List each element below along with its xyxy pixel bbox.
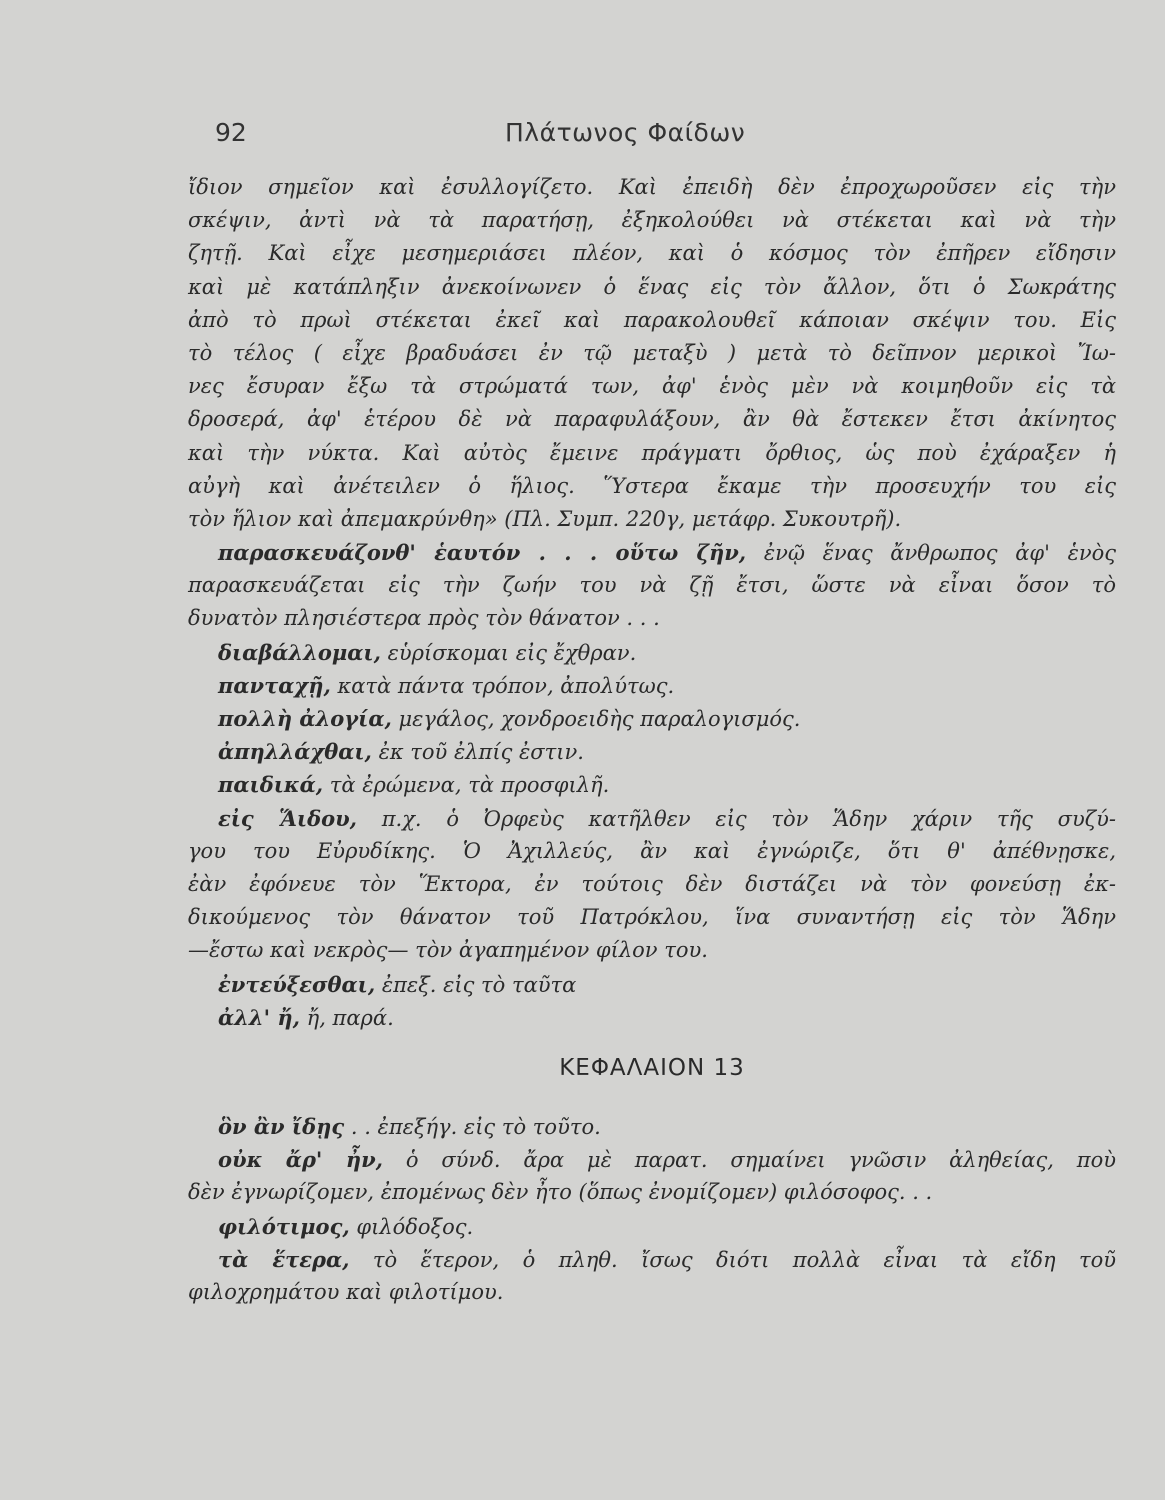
page-number: 92 <box>215 118 247 147</box>
page-header <box>0 118 1165 154</box>
gloss-entry <box>188 1110 1116 1143</box>
gloss-text: εὑρίσκομαι εἰς ἔχθραν. <box>387 640 637 665</box>
gloss-lemma: διαβάλλομαι, <box>218 639 381 665</box>
gloss-entry <box>188 1243 1116 1276</box>
gloss-entry <box>188 1001 1116 1034</box>
gloss-text: κατὰ πάντα τρόπον, ἀπολύτως. <box>337 673 675 698</box>
gloss-lemma: πολλὴ ἀλογία, <box>218 706 392 731</box>
gloss-lemma: ὃν ἂν ἴδῃς <box>218 1114 345 1140</box>
gloss-text: π.χ. ὁ Ὀρφεὺς κατῆλθεν εἰς τὸν Ἅδην χάριν τῆς συζύ- <box>381 806 1116 831</box>
text-line: ἴδιον σημεῖον καὶ ἐσυλλογίζετο. Καὶ ἐπειδὴ δὲν ἐπροχωροῦσεν εἰς τὴν <box>188 175 1116 199</box>
gloss-entry <box>188 669 1116 702</box>
gloss-entry <box>188 1210 1116 1243</box>
gloss-text: μεγάλος, χονδροειδὴς παραλογισμός. <box>398 707 801 731</box>
gloss-text: ἐὰν ἐφόνευε τὸν Ἕκτορα, ἐν τούτοις δὲν διστάζει νὰ τὸν φονεύσῃ ἐκ- <box>188 871 1116 896</box>
gloss-text: ἐκ τοῦ ἐλπίς ἐστιν. <box>378 740 584 765</box>
gloss-entry <box>188 569 1116 602</box>
gloss-text: ἐνῷ ἕνας ἄνθρωπος ἀφ' ἑνὸς <box>763 541 1117 566</box>
text-line: σκέψιν, ἀντὶ νὰ τὰ παρατήσῃ, ἐξηκολούθει νὰ στέκεται καὶ νὰ τὴν <box>188 208 1116 233</box>
gloss-text: . . ἐπεξήγ. εἰς τὸ τοῦτο. <box>350 1115 601 1140</box>
gloss-entry <box>188 1276 1116 1309</box>
gloss-entry <box>188 934 1116 967</box>
gloss-lemma: ἀπηλλάχθαι, <box>218 739 372 765</box>
text-line: ζητῇ. Καὶ εἶχε μεσημεριάσει πλέον, καὶ ὁ κόσμος τὸν ἐπῆρεν εἴδησιν <box>188 241 1116 266</box>
gloss-text: παρασκευάζεται εἰς τὴν ζωήν του νὰ ζῇ ἔτσι, ὥστε νὰ εἶναι ὅσον τὸ <box>188 573 1116 598</box>
gloss-entry <box>188 602 1116 635</box>
running-title: Πλάτωνος Φαίδων <box>505 118 746 147</box>
gloss-lemma: πανταχῇ, <box>218 672 331 698</box>
gloss-text: δὲν ἐγνωρίζομεν, ἐπομένως δὲν ἦτο (ὅπως ἐνομίζομεν) φιλόσοφος. . . <box>188 1180 933 1205</box>
text-line: ἀπὸ τὸ πρωὶ στέκεται ἐκεῖ καὶ παρακολουθεῖ κάποιαν σκέψιν του. Εἰς <box>188 307 1116 332</box>
gloss-entry <box>188 735 1116 768</box>
gloss-lemma: οὐκ ἄρ' ἦν, <box>218 1147 383 1173</box>
gloss-text: φιλόδοξος. <box>356 1214 474 1239</box>
text-line: αὐγὴ καὶ ἀνέτειλεν ὁ ἥλιος. Ὕστερα ἔκαμε τὴν προσευχήν του εἰς <box>188 473 1116 498</box>
gloss-text: φιλοχρημάτου καὶ φιλοτίμου. <box>188 1280 504 1304</box>
gloss-entry <box>188 968 1116 1001</box>
gloss-lemma: εἰς Ἅιδου, <box>218 805 357 831</box>
text-line: δροσερά, ἀφ' ἑτέρου δὲ νὰ παραφυλάξουν, ἂν θὰ ἔστεκεν ἔτσι ἀκίνητος <box>188 407 1116 432</box>
gloss-text: τὸ ἕτερον, ὁ πληθ. ἴσως διότι πολλὰ εἶναι τὰ εἴδη τοῦ <box>372 1247 1117 1272</box>
gloss-entry <box>188 1176 1116 1209</box>
gloss-entry <box>188 802 1116 835</box>
text-line: καὶ τὴν νύκτα. Καὶ αὐτὸς ἔμεινε πράγματι ὄρθιος, ὡς ποὺ ἐχάραξεν ἡ <box>188 440 1116 465</box>
gloss-text: δυνατὸν πλησιέστερα πρὸς τὸν θάνατον . . . <box>188 606 660 631</box>
gloss-lemma: τὰ ἕτερα, <box>218 1246 350 1272</box>
gloss-lemma: ἀλλ' ἤ, <box>218 1004 300 1030</box>
gloss-entry <box>188 636 1116 669</box>
gloss-entry <box>188 901 1116 934</box>
gloss-entry <box>188 536 1116 569</box>
gloss-text: —ἔστω καὶ νεκρὸς— τὸν ἀγαπημένον φίλον του. <box>188 938 708 963</box>
page-body <box>188 171 1116 1309</box>
chapter-heading: ΚΕΦΑΛΑΙΟΝ 13 <box>559 1054 745 1081</box>
gloss-lemma: φιλότιμος, <box>218 1213 350 1239</box>
gloss-text: ὁ σύνδ. ἄρα μὲ παρατ. σημαίνει γνῶσιν ἀληθείας, ποὺ <box>405 1148 1116 1173</box>
gloss-text: γου του Εὐρυδίκης. Ὁ Ἀχιλλεύς, ἂν καὶ ἐγνώριζε, ὅτι θ' ἀπέθνῃσκε, <box>188 838 1116 863</box>
gloss-entry <box>188 1143 1116 1176</box>
text-line: τὸ τέλος ( εἶχε βραδυάσει ἐν τῷ μεταξὺ ) μετὰ τὸ δεῖπνον μερικοὶ Ἴω- <box>188 340 1116 365</box>
text-line: τὸν ἥλιον καὶ ἀπεμακρύνθη» (Πλ. Συμπ. 220γ, μετάφρ. Συκουτρῆ). <box>188 506 902 531</box>
text-line: νες ἔσυραν ἔξω τὰ στρώματά των, ἀφ' ἑνὸς μὲν νὰ κοιμηθοῦν εἰς τὰ <box>188 374 1116 399</box>
gloss-text: ἐπεξ. εἰς τὸ ταῦτα <box>381 972 577 997</box>
gloss-lemma: παιδικά, <box>218 772 324 798</box>
gloss-entry <box>188 702 1116 735</box>
text-line: καὶ μὲ κατάπληξιν ἀνεκοίνωνεν ὁ ἕνας εἰς τὸν ἄλλον, ὅτι ὁ Σωκράτης <box>188 274 1116 299</box>
gloss-entry <box>188 835 1116 868</box>
gloss-text: τὰ ἐρώμενα, τὰ προσφιλῆ. <box>329 773 610 798</box>
gloss-entry <box>188 868 1116 901</box>
gloss-entry <box>188 768 1116 801</box>
gloss-lemma: παρασκευάζονθ' ἑαυτόν . . . οὕτω ζῆν, <box>218 540 747 566</box>
gloss-lemma: ἐντεύξεσθαι, <box>218 971 376 997</box>
gloss-text: δικούμενος τὸν θάνατον τοῦ Πατρόκλου, ἵνα συναντήσῃ εἰς τὸν Ἅδην <box>188 905 1116 930</box>
gloss-text: ἤ, παρά. <box>306 1005 394 1030</box>
